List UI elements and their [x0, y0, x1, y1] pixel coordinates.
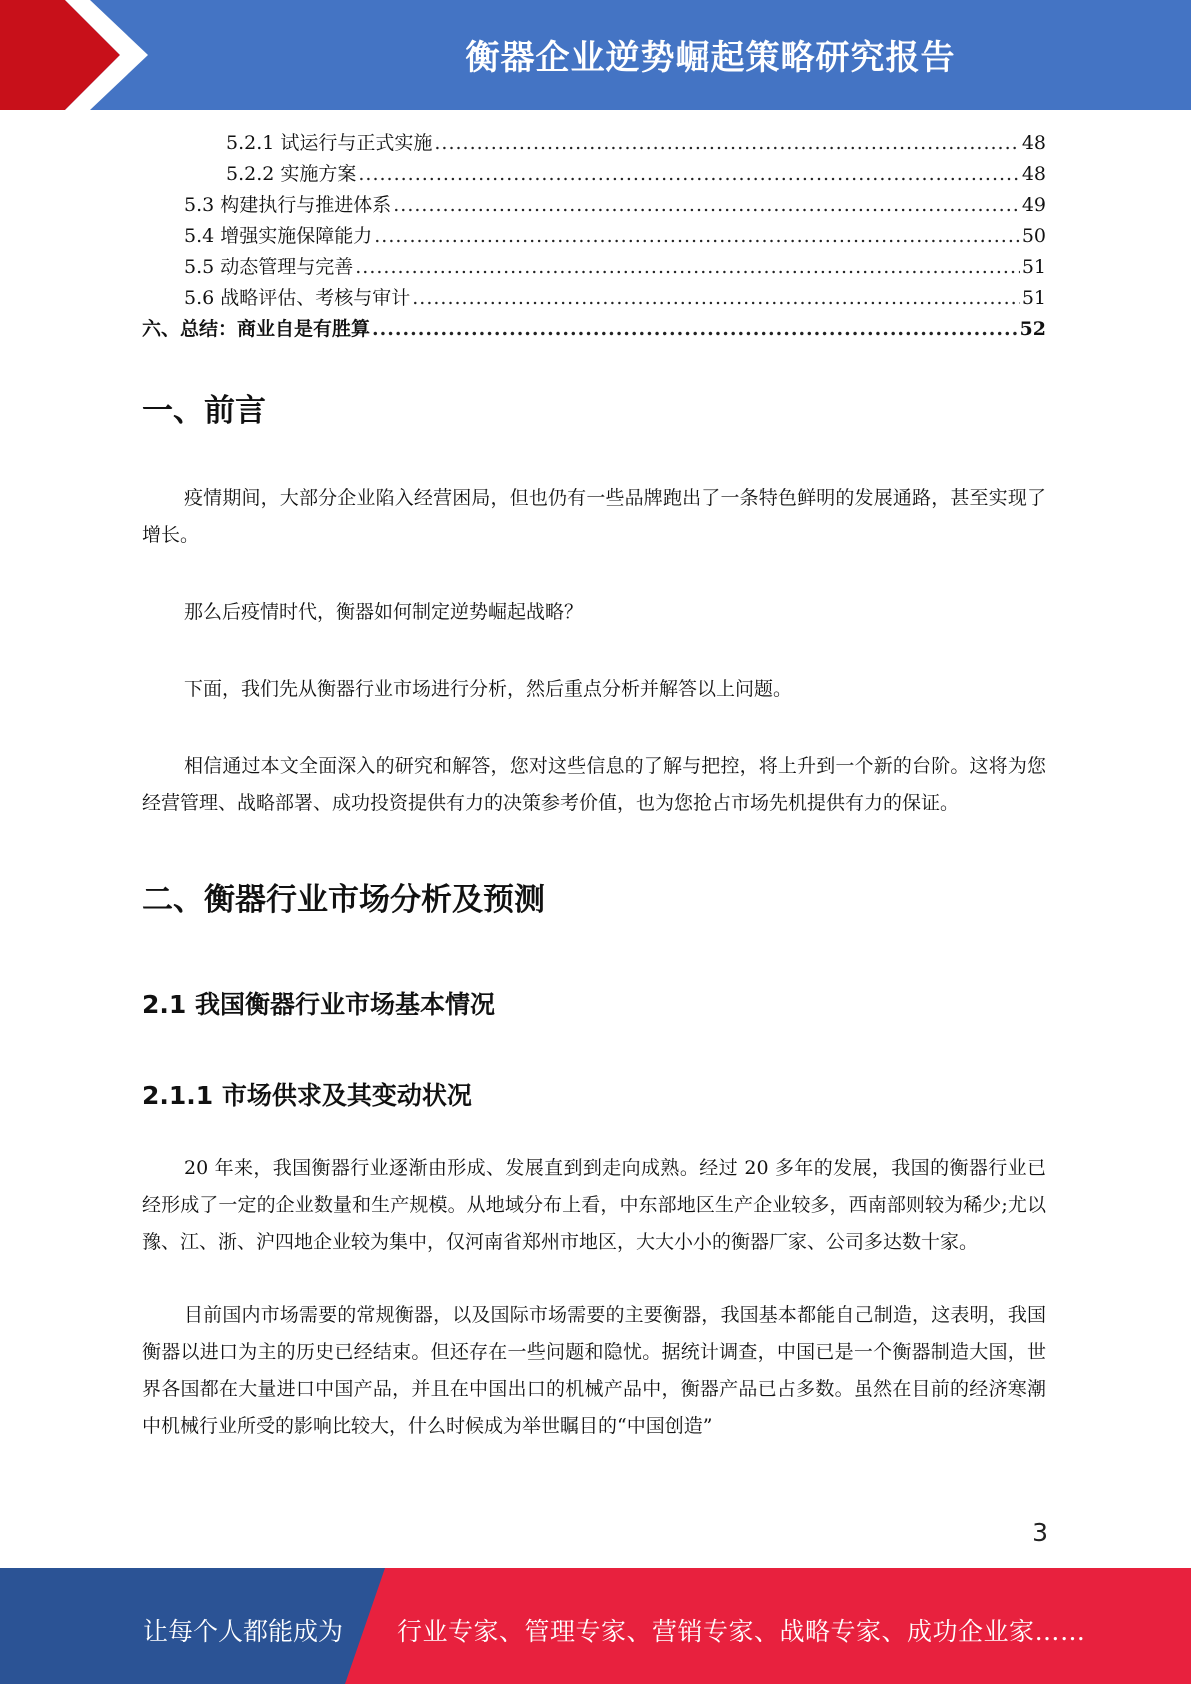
footer-slogan-roles: 行业专家、管理专家、营销专家、战略专家、成功企业家……: [397, 1617, 1086, 1646]
toc-entry-label: 5.3 构建执行与推进体系: [184, 194, 392, 216]
toc-leader-dots: [393, 190, 1020, 221]
toc-leader-dots: [434, 128, 1019, 159]
toc-entry[interactable]: [142, 252, 1046, 283]
toc-entry[interactable]: [142, 190, 1046, 221]
toc-entry-page: 49: [1021, 194, 1046, 216]
toc-leader-dots: [374, 221, 1020, 252]
toc-entry-label: 5.2.2 实施方案: [226, 163, 357, 185]
toc-entry-label: 5.5 动态管理与完善: [184, 256, 354, 278]
body-paragraph: 那么后疫情时代，衡器如何制定逆势崛起战略？: [184, 601, 584, 623]
toc-entry[interactable]: [142, 159, 1046, 190]
toc-entry[interactable]: [142, 314, 1046, 345]
toc-entry-label: 5.4 增强实施保障能力: [184, 225, 373, 247]
toc-entry[interactable]: [142, 128, 1046, 159]
header-arrow-decoration: [0, 0, 260, 110]
page-header: [0, 0, 1191, 110]
toc-entry-page: 52: [1019, 318, 1046, 340]
toc-leader-dots: [355, 252, 1020, 283]
toc-leader-dots: [412, 283, 1020, 314]
toc-leader-dots: [358, 159, 1019, 190]
page-content: [142, 128, 1046, 1445]
body-paragraph: 相信通过本文全面深入的研究和解答，您对这些信息的了解与把控，将上升到一个新的台阶。这将为您经营管理、战略部署、成功投资提供有力的决策参考价值，也为您抢占市场先机提供有力的保证。: [142, 755, 1046, 814]
page-number: 3: [1032, 1518, 1048, 1547]
toc-entry[interactable]: [142, 283, 1046, 314]
subsection-heading-2-1-1: 2.1.1 市场供求及其变动状况: [142, 1081, 472, 1110]
body-paragraph: 目前国内市场需要的常规衡器，以及国际市场需要的主要衡器，我国基本都能自己制造，这表明，我国衡器以进口为主的历史已经结束。但还存在一些问题和隐忧。据统计调查，中国已是一个衡器制造大国，世界各国都在大量进口中国产品，并且在中国出口的机械产品中，衡器产品已占多数。虽然在目前的经济寒潮中机械行业所受的影响比较大，什么时候成为举世瞩目的“中国创造”: [142, 1304, 1046, 1437]
toc-entry[interactable]: [142, 221, 1046, 252]
body-paragraph: 下面，我们先从衡器行业市场进行分析，然后重点分析并解答以上问题。: [184, 678, 793, 700]
toc-entry-page: 51: [1021, 256, 1046, 278]
body-paragraph: 疫情期间，大部分企业陷入经营困局，但也仍有一些品牌跑出了一条特色鲜明的发展通路，甚至实现了增长。: [142, 487, 1046, 546]
page-footer: [0, 1568, 1191, 1684]
toc-entry-page: 48: [1021, 132, 1046, 154]
toc-entry-label: 六、总结：商业自是有胜算: [142, 318, 371, 340]
toc-entry-label: 5.6 战略评估、考核与审计: [184, 287, 411, 309]
footer-slogan-lead: 让每个人都能成为: [143, 1617, 344, 1646]
toc-entry-page: 51: [1021, 287, 1046, 309]
toc-entry-page: 48: [1021, 163, 1046, 185]
toc-entry-label: 5.2.1 试运行与正式实施: [226, 132, 433, 154]
toc-leader-dots: [372, 314, 1018, 345]
report-title: 衡器企业逆势崛起策略研究报告: [465, 38, 956, 78]
subsection-heading-2-1: 2.1 我国衡器行业市场基本情况: [142, 990, 495, 1019]
section-heading-chapter2: 二、衡器行业市场分析及预测: [142, 882, 545, 918]
body-paragraph: 20 年来，我国衡器行业逐渐由形成、发展直到到走向成熟。经过 20 多年的发展，我国的衡器行业已经形成了一定的企业数量和生产规模。从地域分布上看，中东部地区生产企业较多，西南部则较为稀少;尤以豫、江、浙、沪四地企业较为集中，仅河南省郑州市地区，大大小小的衡器厂家、公司多达数十家。: [142, 1157, 1046, 1253]
table-of-contents: [142, 128, 1046, 345]
toc-entry-page: 50: [1021, 225, 1046, 247]
section-heading-preface: 一、前言: [142, 393, 266, 429]
